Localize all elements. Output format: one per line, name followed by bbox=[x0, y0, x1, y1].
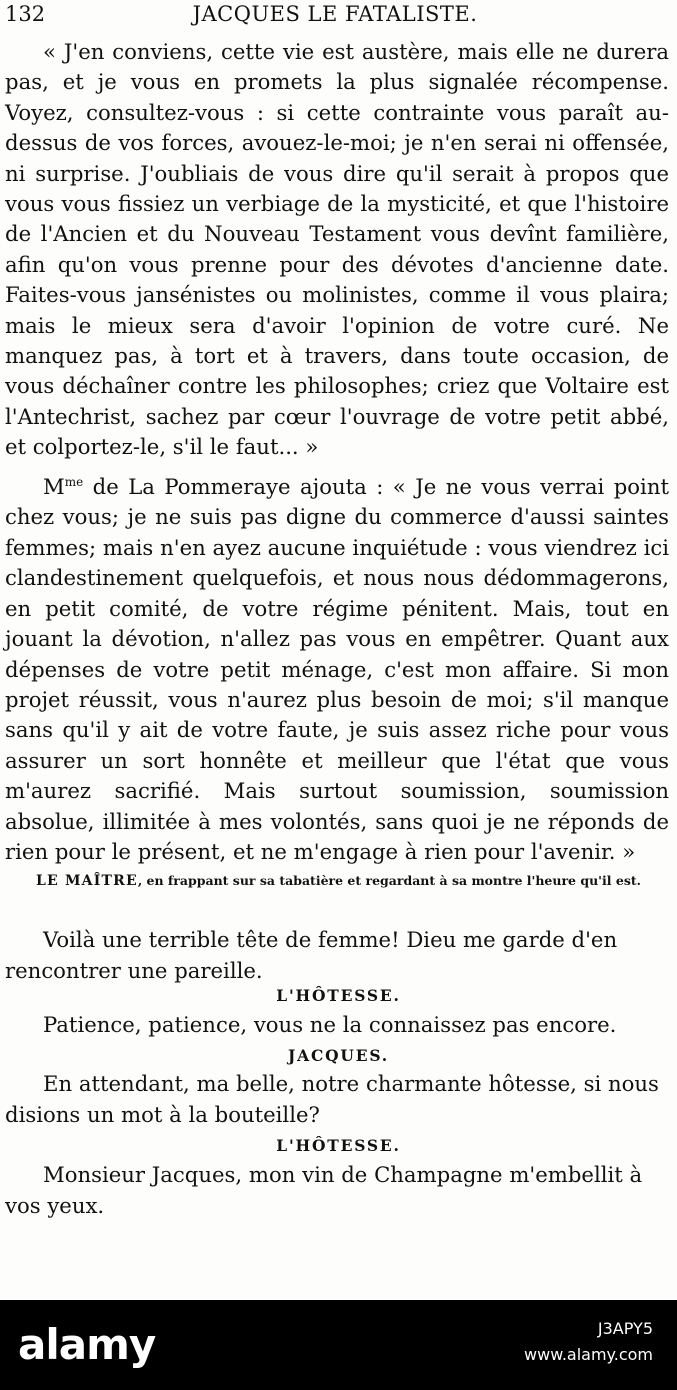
dialogue-line: vos yeux. bbox=[5, 1193, 105, 1218]
stage-direction-speaker: LE MAÎTRE bbox=[36, 873, 138, 889]
alamy-logo: alamy bbox=[18, 1320, 156, 1369]
body-block-1 bbox=[5, 37, 669, 463]
paragraph-2 bbox=[5, 467, 669, 867]
dialogue-line: Monsieur Jacques, mon vin de Champagne m'embellit à bbox=[43, 1162, 643, 1187]
paragraph-2-text: de La Pommeraye ajouta : « Je ne vous verrai point chez vous; je ne suis pas digne du commerce d'aussi saintes femmes; mais n'en ayez aucune inquiétude : vous viendrez ici clandestinement quelquefois, et nous nous dédommagerons, en petit comité, de votre régime pénitent. Mais, tout en jouant la dévotion, n'allez pas vous en empêtrer. Quant aux dépenses de votre petit ménage, c'est mon affaire. Si mon projet réussit, vous n'aurez plus besoin de moi; s'il manque sans qu'il y ait de votre faute, je suis assez riche pour vous assurer un sort honnête et meilleur que l'état que vous m'aurez sacrifié. Mais surtout soumission, soumission absolue, illimitée à mes volontés, sans quoi je ne réponds de rien pour le présent, et ne m'engage à rien pour l'avenir. » bbox=[5, 474, 669, 864]
paragraph-1: « J'en conviens, cette vie est austère, mais elle ne durera pas, et je vous en promets la plus signalée récompense. Voyez, consultez-vous : si cette contrainte vous paraît au-dessus de vos forces, avouez-le-moi; je n'en serai ni offensée, ni surprise. J'oubliais de vous dire qu'il serait à propos que vous vous fissiez un verbiage de la mysticité, et que l'histoire de l'Ancien et du Nouveau Testament vous devînt familière, afin qu'on vous prenne pour des dévotes d'ancienne date. Faites-vous jansénistes ou molinistes, comme il vous plaira; mais le mieux sera d'avoir l'opinion de votre curé. Ne manquez pas, à tort et à travers, dans toute occasion, de vous déchaîner contre les philosophes; criez que Voltaire est l'Antechrist, sachez par cœur l'ouvrage de votre petit abbé, et colportez-le, s'il le faut... » bbox=[5, 39, 669, 460]
running-title: JACQUES LE FATALISTE. bbox=[192, 2, 478, 26]
page-header bbox=[5, 2, 665, 30]
dialogue-line: disions un mot à la bouteille? bbox=[5, 1102, 320, 1127]
speaker-label: JACQUES. bbox=[288, 1046, 389, 1065]
body-block-2 bbox=[5, 467, 669, 867]
dialogue-line: rencontrer une pareille. bbox=[5, 958, 263, 983]
dialogue-line: En attendant, ma belle, notre charmante hôtesse, si nous bbox=[43, 1071, 659, 1096]
title-abbreviation: $M^{me}$ bbox=[43, 474, 84, 500]
speaker-label: L'HÔTESSE. bbox=[276, 986, 401, 1005]
page-number: 132 bbox=[5, 2, 46, 26]
dialogue-line: Patience, patience, vous ne la connaissez pas encore. bbox=[43, 1012, 617, 1037]
watermark-banner bbox=[0, 1300, 677, 1390]
speaker-label: L'HÔTESSE. bbox=[276, 1136, 401, 1155]
watermark-url: www.alamy.com bbox=[524, 1345, 653, 1364]
stage-direction-text: , en frappant sur sa tabatière et regardant à sa montre l'heure qu'il est. bbox=[137, 873, 641, 888]
stage-direction bbox=[12, 870, 665, 892]
dialogue-line: Voilà une terrible tête de femme! Dieu me garde d'en bbox=[43, 927, 618, 952]
image-id: J3APY5 bbox=[597, 1319, 653, 1338]
